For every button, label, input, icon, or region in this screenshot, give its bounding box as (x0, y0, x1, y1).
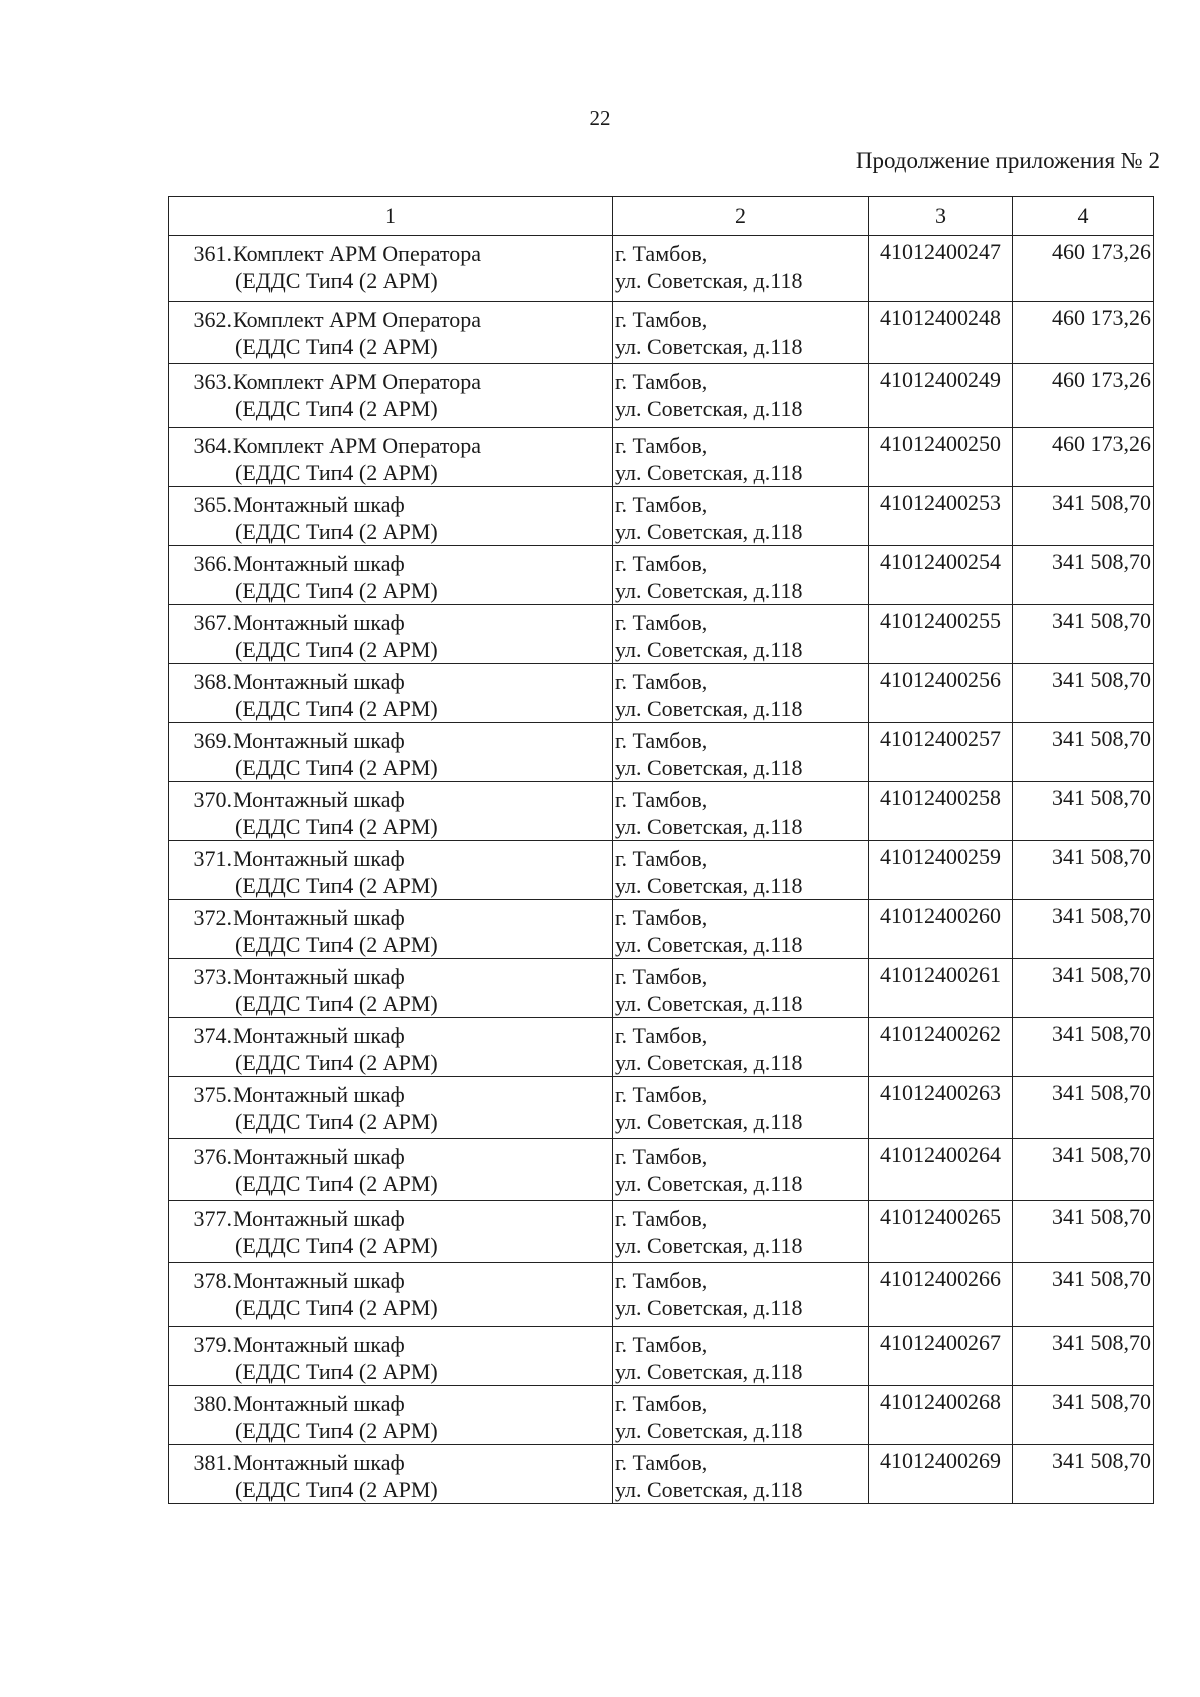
item-name-cell (169, 428, 613, 487)
inventory-number-cell (869, 1386, 1013, 1445)
address-cell (613, 1201, 869, 1263)
item-type: (ЕДДС Тип4 (2 АРМ) (235, 991, 438, 1016)
table-row (169, 1327, 1154, 1386)
table-body (169, 236, 1154, 1504)
address-cell (613, 546, 869, 605)
address-street: ул. Советская, д.118 (615, 334, 803, 359)
inventory-number-cell (869, 302, 1013, 364)
item-number: 374. (193, 1023, 232, 1048)
inventory-number-cell (869, 959, 1013, 1018)
item-name-cell (169, 605, 613, 664)
amount-cell (1013, 723, 1154, 782)
item-number: 377. (193, 1206, 232, 1231)
item-number: 378. (193, 1268, 232, 1293)
amount-value: 341 508,70 (1052, 1330, 1151, 1355)
item-type: (ЕДДС Тип4 (2 АРМ) (235, 1359, 438, 1384)
item-name-cell (169, 1445, 613, 1504)
page-number: 22 (589, 106, 611, 130)
address-city: г. Тамбов, (615, 1391, 708, 1416)
address-city: г. Тамбов, (615, 1332, 708, 1357)
amount-value: 460 173,26 (1052, 239, 1151, 264)
amount-cell (1013, 664, 1154, 723)
address-street: ул. Советская, д.118 (615, 1050, 803, 1075)
item-number: 369. (193, 728, 232, 753)
amount-cell (1013, 302, 1154, 364)
item-name: Комплект АРМ Оператора (233, 433, 482, 458)
amount-value: 341 508,70 (1052, 785, 1151, 810)
table-row (169, 841, 1154, 900)
item-type: (ЕДДС Тип4 (2 АРМ) (235, 1171, 438, 1196)
address-cell (613, 487, 869, 546)
address-street: ул. Советская, д.118 (615, 1233, 803, 1258)
address-street: ул. Советская, д.118 (615, 268, 803, 293)
inventory-number-cell (869, 1327, 1013, 1386)
address-cell (613, 1327, 869, 1386)
item-name-cell (169, 1077, 613, 1139)
amount-cell (1013, 841, 1154, 900)
address-cell (613, 302, 869, 364)
amount-cell (1013, 900, 1154, 959)
address-city: г. Тамбов, (615, 1023, 708, 1048)
amount-cell (1013, 1263, 1154, 1327)
inventory-number-cell (869, 236, 1013, 302)
table-row (169, 428, 1154, 487)
address-cell (613, 1018, 869, 1077)
item-type: (ЕДДС Тип4 (2 АРМ) (235, 519, 438, 544)
amount-cell (1013, 605, 1154, 664)
address-cell (613, 723, 869, 782)
address-city: г. Тамбов, (615, 610, 708, 635)
item-name: Монтажный шкаф (233, 551, 405, 576)
address-cell (613, 1077, 869, 1139)
inventory-number: 41012400260 (880, 903, 1001, 928)
amount-value: 460 173,26 (1052, 305, 1151, 330)
item-name-cell (169, 841, 613, 900)
inventory-number: 41012400256 (880, 667, 1001, 692)
amount-value: 341 508,70 (1052, 1142, 1151, 1167)
address-city: г. Тамбов, (615, 905, 708, 930)
item-number: 365. (193, 492, 232, 517)
inventory-number-cell (869, 1445, 1013, 1504)
address-cell (613, 900, 869, 959)
item-name-cell (169, 302, 613, 364)
address-street: ул. Советская, д.118 (615, 578, 803, 603)
inventory-number: 41012400247 (880, 239, 1001, 264)
inventory-number: 41012400248 (880, 305, 1001, 330)
table-row (169, 302, 1154, 364)
inventory-number: 41012400261 (880, 962, 1001, 987)
inventory-number-cell (869, 546, 1013, 605)
address-street: ул. Советская, д.118 (615, 637, 803, 662)
item-number: 371. (193, 846, 232, 871)
address-city: г. Тамбов, (615, 964, 708, 989)
table-row (169, 664, 1154, 723)
amount-cell (1013, 546, 1154, 605)
inventory-number-cell (869, 1018, 1013, 1077)
amount-cell (1013, 1201, 1154, 1263)
item-type: (ЕДДС Тип4 (2 АРМ) (235, 637, 438, 662)
amount-value: 341 508,70 (1052, 1266, 1151, 1291)
address-street: ул. Советская, д.118 (615, 1418, 803, 1443)
item-type: (ЕДДС Тип4 (2 АРМ) (235, 873, 438, 898)
amount-cell (1013, 428, 1154, 487)
address-street: ул. Советская, д.118 (615, 1477, 803, 1502)
inventory-number-cell (869, 487, 1013, 546)
item-number: 366. (193, 551, 232, 576)
item-type: (ЕДДС Тип4 (2 АРМ) (235, 1109, 438, 1134)
item-number: 376. (193, 1144, 232, 1169)
address-city: г. Тамбов, (615, 669, 708, 694)
amount-value: 341 508,70 (1052, 1448, 1151, 1473)
inventory-number: 41012400257 (880, 726, 1001, 751)
table-row (169, 605, 1154, 664)
item-name-cell (169, 1139, 613, 1201)
table-row (169, 900, 1154, 959)
table-row (169, 1201, 1154, 1263)
address-cell (613, 428, 869, 487)
item-name-cell (169, 959, 613, 1018)
item-number: 367. (193, 610, 232, 635)
amount-cell (1013, 1139, 1154, 1201)
address-cell (613, 1445, 869, 1504)
address-street: ул. Советская, д.118 (615, 460, 803, 485)
item-number: 380. (193, 1391, 232, 1416)
address-cell (613, 1139, 869, 1201)
address-street: ул. Советская, д.118 (615, 1109, 803, 1134)
item-name: Комплект АРМ Оператора (233, 307, 482, 332)
item-type: (ЕДДС Тип4 (2 АРМ) (235, 334, 438, 359)
item-name: Монтажный шкаф (233, 1023, 405, 1048)
property-table (168, 196, 1154, 1504)
address-city: г. Тамбов, (615, 1206, 708, 1231)
inventory-number-cell (869, 1263, 1013, 1327)
table-row (169, 1018, 1154, 1077)
item-number: 368. (193, 669, 232, 694)
inventory-number-cell (869, 664, 1013, 723)
inventory-number: 41012400266 (880, 1266, 1001, 1291)
address-cell (613, 1263, 869, 1327)
table-row (169, 959, 1154, 1018)
address-city: г. Тамбов, (615, 433, 708, 458)
amount-cell (1013, 487, 1154, 546)
inventory-number: 41012400258 (880, 785, 1001, 810)
item-name-cell (169, 782, 613, 841)
column-header: 4 (1013, 197, 1154, 236)
table-row (169, 1445, 1154, 1504)
item-type: (ЕДДС Тип4 (2 АРМ) (235, 1418, 438, 1443)
address-cell (613, 782, 869, 841)
item-number: 381. (193, 1450, 232, 1475)
inventory-number-cell (869, 1139, 1013, 1201)
inventory-number-cell (869, 428, 1013, 487)
table-row (169, 1139, 1154, 1201)
item-name-cell (169, 546, 613, 605)
amount-value: 341 508,70 (1052, 844, 1151, 869)
amount-value: 341 508,70 (1052, 667, 1151, 692)
amount-value: 341 508,70 (1052, 726, 1151, 751)
address-street: ул. Советская, д.118 (615, 755, 803, 780)
item-name: Монтажный шкаф (233, 669, 405, 694)
item-type: (ЕДДС Тип4 (2 АРМ) (235, 1477, 438, 1502)
item-type: (ЕДДС Тип4 (2 АРМ) (235, 1233, 438, 1258)
table-row (169, 364, 1154, 428)
address-street: ул. Советская, д.118 (615, 1295, 803, 1320)
address-city: г. Тамбов, (615, 1082, 708, 1107)
item-name: Монтажный шкаф (233, 964, 405, 989)
inventory-number-cell (869, 841, 1013, 900)
item-name-cell (169, 1327, 613, 1386)
address-cell (613, 841, 869, 900)
inventory-number: 41012400259 (880, 844, 1001, 869)
address-street: ул. Советская, д.118 (615, 1359, 803, 1384)
table-row (169, 236, 1154, 302)
inventory-number: 41012400267 (880, 1330, 1001, 1355)
inventory-number-cell (869, 900, 1013, 959)
table-header-row (169, 197, 1154, 236)
address-street: ул. Советская, д.118 (615, 396, 803, 421)
table-row (169, 1263, 1154, 1327)
item-name: Монтажный шкаф (233, 1268, 405, 1293)
address-city: г. Тамбов, (615, 728, 708, 753)
inventory-number: 41012400254 (880, 549, 1001, 574)
item-number: 379. (193, 1332, 232, 1357)
item-name-cell (169, 664, 613, 723)
item-name: Монтажный шкаф (233, 1450, 405, 1475)
inventory-number: 41012400253 (880, 490, 1001, 515)
address-street: ул. Советская, д.118 (615, 1171, 803, 1196)
table-row (169, 723, 1154, 782)
amount-value: 341 508,70 (1052, 1080, 1151, 1105)
column-header: 2 (613, 197, 869, 236)
item-type: (ЕДДС Тип4 (2 АРМ) (235, 396, 438, 421)
amount-value: 460 173,26 (1052, 367, 1151, 392)
item-type: (ЕДДС Тип4 (2 АРМ) (235, 755, 438, 780)
item-name-cell (169, 1386, 613, 1445)
amount-cell (1013, 1327, 1154, 1386)
inventory-number: 41012400269 (880, 1448, 1001, 1473)
item-name: Монтажный шкаф (233, 1082, 405, 1107)
address-cell (613, 605, 869, 664)
address-street: ул. Советская, д.118 (615, 991, 803, 1016)
item-name-cell (169, 236, 613, 302)
address-city: г. Тамбов, (615, 1144, 708, 1169)
inventory-number-cell (869, 723, 1013, 782)
amount-value: 341 508,70 (1052, 490, 1151, 515)
inventory-number: 41012400250 (880, 431, 1001, 456)
address-street: ул. Советская, д.118 (615, 519, 803, 544)
item-name-cell (169, 900, 613, 959)
item-name: Монтажный шкаф (233, 1144, 405, 1169)
amount-value: 341 508,70 (1052, 1021, 1151, 1046)
inventory-number: 41012400255 (880, 608, 1001, 633)
address-street: ул. Советская, д.118 (615, 814, 803, 839)
item-name: Монтажный шкаф (233, 905, 405, 930)
item-number: 373. (193, 964, 232, 989)
item-name-cell (169, 1201, 613, 1263)
item-name: Монтажный шкаф (233, 787, 405, 812)
table-row (169, 1077, 1154, 1139)
item-type: (ЕДДС Тип4 (2 АРМ) (235, 814, 438, 839)
item-name: Монтажный шкаф (233, 1206, 405, 1231)
inventory-number: 41012400263 (880, 1080, 1001, 1105)
address-city: г. Тамбов, (615, 241, 708, 266)
address-city: г. Тамбов, (615, 307, 708, 332)
address-cell (613, 1386, 869, 1445)
address-cell (613, 236, 869, 302)
item-name: Монтажный шкаф (233, 1391, 405, 1416)
item-number: 370. (193, 787, 232, 812)
item-name: Комплект АРМ Оператора (233, 241, 482, 266)
address-cell (613, 959, 869, 1018)
address-city: г. Тамбов, (615, 492, 708, 517)
address-street: ул. Советская, д.118 (615, 932, 803, 957)
item-number: 361. (193, 241, 232, 266)
item-name: Монтажный шкаф (233, 728, 405, 753)
address-city: г. Тамбов, (615, 787, 708, 812)
table-row (169, 1386, 1154, 1445)
amount-cell (1013, 1018, 1154, 1077)
table-row (169, 782, 1154, 841)
amount-cell (1013, 236, 1154, 302)
amount-value: 341 508,70 (1052, 608, 1151, 633)
item-name-cell (169, 364, 613, 428)
item-type: (ЕДДС Тип4 (2 АРМ) (235, 460, 438, 485)
item-name: Монтажный шкаф (233, 846, 405, 871)
amount-cell (1013, 1077, 1154, 1139)
inventory-number: 41012400268 (880, 1389, 1001, 1414)
table-row (169, 487, 1154, 546)
amount-value: 341 508,70 (1052, 1204, 1151, 1229)
inventory-number: 41012400249 (880, 367, 1001, 392)
address-cell (613, 664, 869, 723)
inventory-number-cell (869, 1077, 1013, 1139)
item-name: Комплект АРМ Оператора (233, 369, 482, 394)
address-city: г. Тамбов, (615, 369, 708, 394)
address-street: ул. Советская, д.118 (615, 696, 803, 721)
amount-cell (1013, 959, 1154, 1018)
address-city: г. Тамбов, (615, 551, 708, 576)
address-city: г. Тамбов, (615, 1450, 708, 1475)
item-number: 372. (193, 905, 232, 930)
item-type: (ЕДДС Тип4 (2 АРМ) (235, 1050, 438, 1075)
item-name: Монтажный шкаф (233, 1332, 405, 1357)
item-name-cell (169, 1263, 613, 1327)
amount-cell (1013, 364, 1154, 428)
item-type: (ЕДДС Тип4 (2 АРМ) (235, 932, 438, 957)
amount-value: 341 508,70 (1052, 1389, 1151, 1414)
amount-value: 460 173,26 (1052, 431, 1151, 456)
item-name: Монтажный шкаф (233, 492, 405, 517)
item-name-cell (169, 1018, 613, 1077)
amount-cell (1013, 1386, 1154, 1445)
address-city: г. Тамбов, (615, 846, 708, 871)
column-header: 1 (169, 197, 613, 236)
appendix-continuation-note: Продолжение приложения № 2 (855, 148, 1160, 173)
amount-value: 341 508,70 (1052, 962, 1151, 987)
inventory-number-cell (869, 605, 1013, 664)
address-street: ул. Советская, д.118 (615, 873, 803, 898)
item-number: 363. (193, 369, 232, 394)
amount-value: 341 508,70 (1052, 903, 1151, 928)
amount-cell (1013, 782, 1154, 841)
item-type: (ЕДДС Тип4 (2 АРМ) (235, 578, 438, 603)
inventory-number-cell (869, 364, 1013, 428)
item-number: 375. (193, 1082, 232, 1107)
inventory-number-cell (869, 1201, 1013, 1263)
inventory-number: 41012400265 (880, 1204, 1001, 1229)
amount-value: 341 508,70 (1052, 549, 1151, 574)
table-row (169, 546, 1154, 605)
inventory-number-cell (869, 782, 1013, 841)
inventory-number: 41012400264 (880, 1142, 1001, 1167)
address-cell (613, 364, 869, 428)
item-type: (ЕДДС Тип4 (2 АРМ) (235, 268, 438, 293)
inventory-number: 41012400262 (880, 1021, 1001, 1046)
item-number: 364. (193, 433, 232, 458)
item-name-cell (169, 487, 613, 546)
column-header: 3 (869, 197, 1013, 236)
item-name-cell (169, 723, 613, 782)
address-city: г. Тамбов, (615, 1268, 708, 1293)
item-name: Монтажный шкаф (233, 610, 405, 635)
item-type: (ЕДДС Тип4 (2 АРМ) (235, 696, 438, 721)
item-type: (ЕДДС Тип4 (2 АРМ) (235, 1295, 438, 1320)
item-number: 362. (193, 307, 232, 332)
amount-cell (1013, 1445, 1154, 1504)
